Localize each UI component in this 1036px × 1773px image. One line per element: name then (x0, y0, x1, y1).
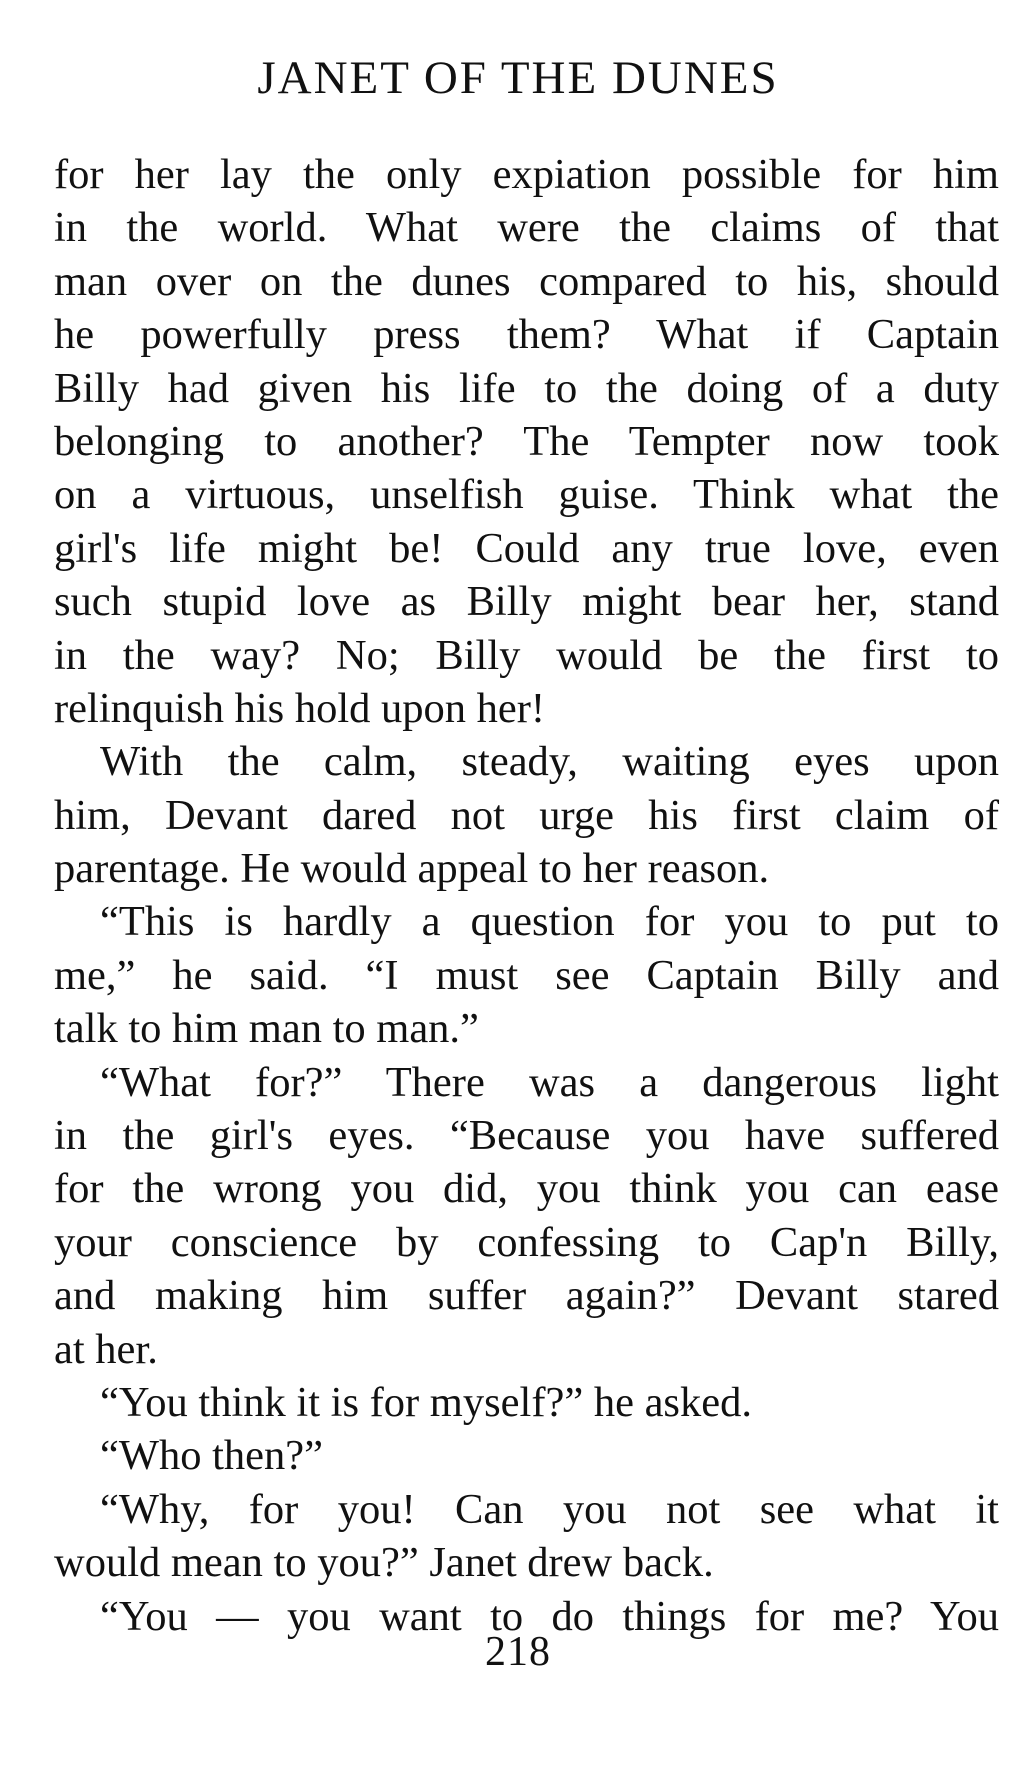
text-line: parentage. He would appeal to her reason. (54, 845, 770, 893)
text-line: would mean to you?” Janet drew back. (54, 1539, 714, 1587)
text-line: belonging to another? The Tempter now took (54, 417, 999, 465)
text-line: me,” he said. “I must see Captain Billy and (54, 951, 999, 999)
text-line: for the wrong you did, you think you can ease (54, 1165, 999, 1213)
text-line: such stupid love as Billy might bear her, stand (54, 578, 999, 626)
text-line: “You think it is for myself?” he asked. (100, 1378, 752, 1426)
text-line: in the world. What were the claims of that (54, 204, 999, 252)
text-line: in the way? No; Billy would be the first to (54, 631, 999, 679)
text-line: and making him suffer again?” Devant stared (54, 1272, 999, 1320)
text-line: talk to him man to man.” (54, 1005, 479, 1053)
text-line: for her lay the only expiation possible for him (54, 151, 999, 198)
text-line: at her. (54, 1325, 158, 1373)
text-line: Billy had given his life to the doing of a duty (54, 364, 999, 412)
body-text (54, 148, 999, 1643)
text-line: him, Devant dared not urge his first claim of (54, 791, 999, 839)
text-line: your conscience by confessing to Cap'n Billy, (54, 1218, 999, 1266)
text-line: girl's life might be! Could any true love, even (54, 524, 999, 572)
text-line: “You — you want to do things for me? You (100, 1592, 999, 1640)
page-number: 218 (485, 1629, 551, 1675)
text-line: in the girl's eyes. “Because you have suffered (54, 1112, 999, 1160)
running-head: JANET OF THE DUNES (257, 52, 779, 104)
text-line: he powerfully press them? What if Captain (54, 311, 999, 359)
text-line: “What for?” There was a dangerous light (100, 1058, 999, 1106)
text-line: on a virtuous, unselfish guise. Think what the (54, 471, 999, 519)
text-line: “Why, for you! Can you not see what it (100, 1485, 999, 1533)
text-line: “This is hardly a question for you to put to (100, 898, 999, 946)
text-line: relinquish his hold upon her! (54, 684, 546, 732)
text-line: man over on the dunes compared to his, should (54, 257, 999, 305)
text-line: With the calm, steady, waiting eyes upon (100, 738, 999, 786)
text-line: “Who then?” (100, 1432, 324, 1480)
